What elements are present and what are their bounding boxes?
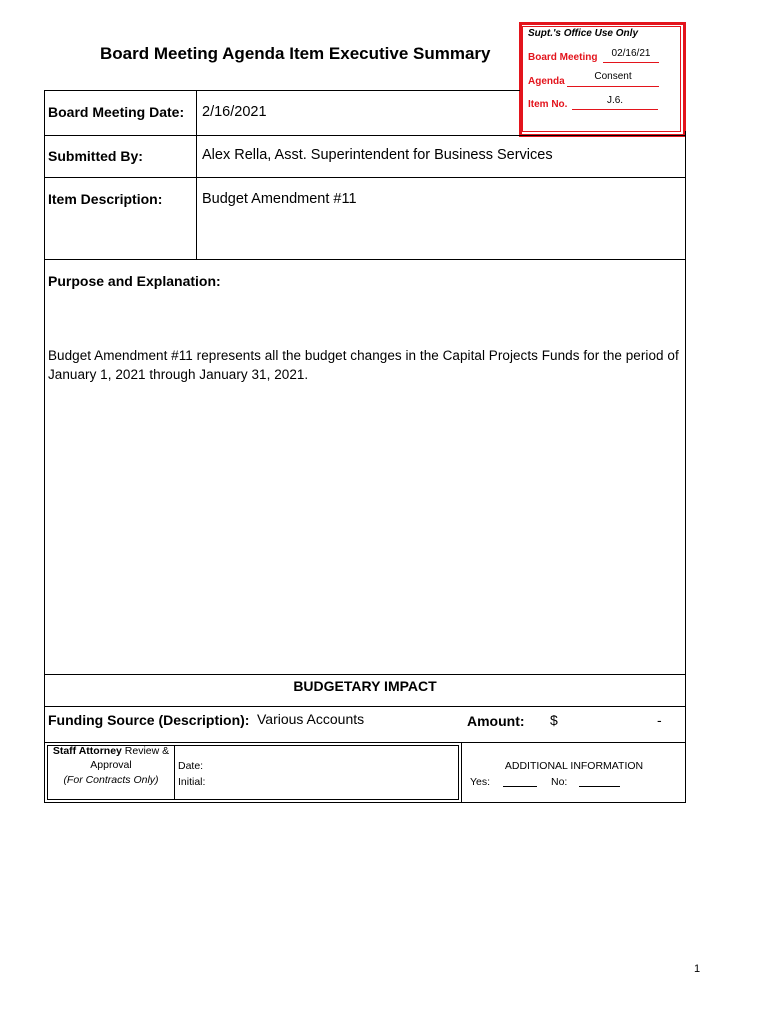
amount-value: - [657,712,662,728]
page-number: 1 [694,963,701,975]
item-description-label: Item Description: [48,191,163,207]
amount-currency: $ [550,712,558,728]
office-item-no-line [572,109,658,110]
purpose-heading: Purpose and Explanation: [48,273,221,289]
grid-budget-mid-line [44,706,686,707]
amount-label: Amount: [467,713,525,729]
additional-info-yes-line [503,786,537,787]
purpose-text: Budget Amendment #11 represents all the budget changes in the Capital Projects Funds for the period of January 1, 2021 through January 31, 2021. [48,348,679,382]
office-item-no-label: Item No. [528,99,568,110]
submitted-by-value: Alex Rella, Asst. Superintendent for Business Services [202,147,553,163]
staff-attorney-approval: Approval [90,759,132,771]
additional-info-no-line [579,786,620,787]
office-board-meeting-label: Board Meeting [528,52,598,63]
staff-attorney-divider [174,745,175,799]
grid-label-divider [196,90,197,259]
grid-row2-line [44,177,686,178]
grid-top-line [44,90,520,91]
funding-source-label: Funding Source (Description): [48,712,250,728]
office-agenda-line [567,86,659,87]
meeting-date-label: Board Meeting Date: [48,104,185,120]
grid-left-line [44,90,45,803]
additional-info-no-label: No: [551,776,568,788]
staff-attorney-contracts: (For Contracts Only) [63,774,159,786]
grid-right-line [685,131,686,803]
grid-row3-line [44,259,686,260]
grid-row1-line [44,135,686,136]
staff-attorney-title [48,745,174,757]
office-item-no-value: J.6. [606,95,624,106]
budgetary-impact-heading: BUDGETARY IMPACT [293,678,437,694]
grid-budget-top-line [44,674,686,675]
office-board-meeting-line [603,62,659,63]
item-description-value: Budget Amendment #11 [202,191,357,207]
office-use-heading: Supt.'s Office Use Only [528,28,638,39]
grid-additional-top [462,742,686,743]
office-agenda-label: Agenda [528,76,565,87]
funding-source-value: Various Accounts [257,711,365,727]
submitted-by-label: Submitted By: [48,148,143,164]
document-title: Board Meeting Agenda Item Executive Summary [100,44,491,63]
additional-info-yes-label: Yes: [470,776,491,788]
office-board-meeting-value: 02/16/21 [611,48,651,59]
staff-attorney-review: Review & [121,745,170,757]
staff-attorney-initial-label: Initial: [178,776,206,788]
additional-info-heading: ADDITIONAL INFORMATION [504,760,644,772]
staff-attorney-bold: Staff Attorney [52,745,122,757]
meeting-date-value: 2/16/2021 [202,104,267,120]
staff-attorney-date-label: Date: [178,760,204,772]
office-agenda-value: Consent [594,71,632,82]
